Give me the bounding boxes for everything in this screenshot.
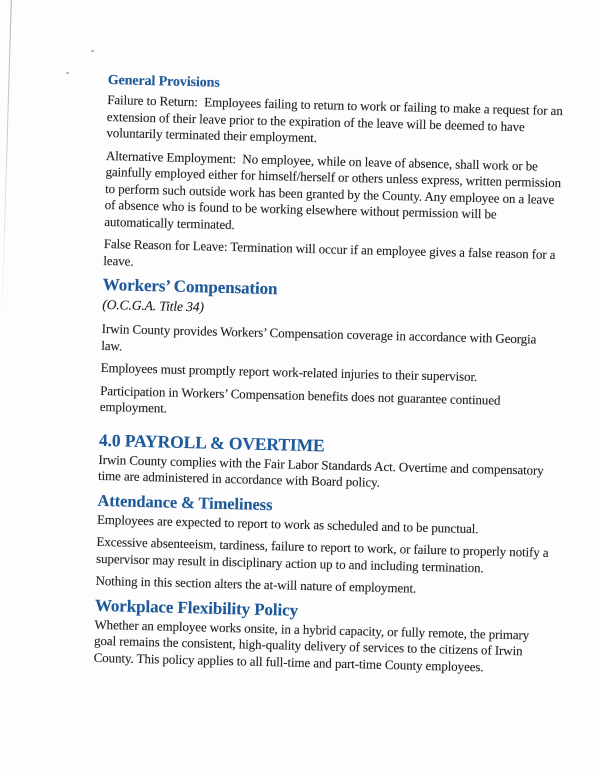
scan-speck bbox=[91, 50, 94, 52]
section-workers-compensation bbox=[100, 275, 565, 427]
scan-artifact-line bbox=[1, 0, 12, 324]
paragraph-coverage: Irwin County provides Workers’ Compensation coverage in accordance with Georgia law. bbox=[101, 320, 537, 353]
paragraph-at-will: Nothing in this section alters the at-will nature of employment. bbox=[95, 572, 417, 596]
paragraph-flexibility-policy: Whether an employee works onsite, in a hybrid capacity, or fully remote, the primary goal remains the consistent, high-quality delivery of services to the citizens of Irwin County. This policy applies to all full-time and part-time County employees. bbox=[93, 616, 530, 674]
paragraph-report-injuries: Employees must promptly report work-related injuries to their supervisor. bbox=[100, 359, 478, 385]
paragraph-failure-to-return: Failure to Return: Employees failing to return to work or failing to make a request for an extension of their leave prior to the expiration of the leave will be deemed to have voluntarily terminated their employment. bbox=[106, 91, 563, 146]
section-attendance-timeliness bbox=[95, 490, 559, 600]
section-heading-payroll-overtime: 4.0 PAYROLL & OVERTIME bbox=[98, 429, 325, 455]
paragraph-false-reason-for-leave: False Reason for Leave: Termination will occur if an employee gives a false reason for a leave. bbox=[103, 235, 556, 269]
section-payroll-overtime bbox=[98, 429, 561, 495]
paragraph-flsa-compliance: Irwin County complies with the Fair Labor Standards Act. Overtime and compensatory time are administered in accordance with Board policy. bbox=[97, 451, 544, 490]
section-heading-workplace-flexibility: Workplace Flexibility Policy bbox=[94, 595, 299, 620]
section-workplace-flexibility bbox=[93, 595, 557, 677]
paragraph-participation: Participation in Workers’ Compensation benefits does not guarantee continued employment. bbox=[99, 382, 501, 416]
paragraph-punctuality: Employees are expected to report to work as scheduled and to be punctual. bbox=[96, 511, 479, 536]
statute-reference: (O.C.G.A. Title 34) bbox=[102, 296, 205, 315]
section-heading-workers-compensation: Workers’ Compensation bbox=[102, 274, 278, 299]
paragraph-alternative-employment: Alternative Employment: No employee, while on leave of absence, shall work or be gainfully employed either for himself/herself or others unless express, written permission to perform such outside work has been granted by the County. Any employee on a leave of absence who is found to be working elsewhere without permission will be automatically terminated. bbox=[104, 147, 562, 232]
section-general-provisions bbox=[103, 72, 570, 280]
document-content bbox=[93, 72, 570, 683]
section-heading-general-provisions: General Provisions bbox=[107, 72, 220, 91]
scan-speck bbox=[66, 72, 69, 74]
paragraph-absenteeism: Excessive absenteeism, tardiness, failure to report to work, or failure to properly notify a supervisor may result in disciplinary action up to and including termination. bbox=[95, 533, 549, 575]
section-heading-attendance-timeliness: Attendance & Timeliness bbox=[97, 490, 273, 514]
